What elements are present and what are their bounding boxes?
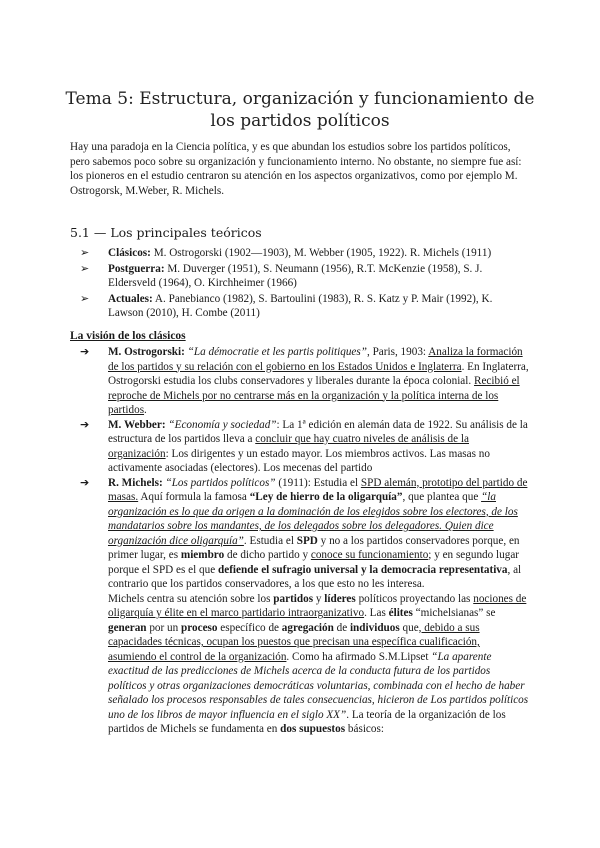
text-span: . Estudia el (243, 534, 297, 547)
classics-list (80, 345, 530, 737)
text-span: específico de (217, 621, 282, 634)
work-title: “Los partidos políticos” (165, 476, 276, 489)
bold-text: proceso (181, 621, 218, 634)
underlined-text: Recibió el reproche de Michels por no centrarse más en la organización y la política interna de los partidos (108, 375, 520, 416)
bold-text: miembro (180, 549, 225, 561)
list-item (80, 262, 530, 291)
text-span: políticos proyectando las (355, 592, 474, 605)
ostrogorski-item (80, 345, 530, 418)
underlined-quote: “la organización es lo que da origen a la dominación de los elegidos sobre los electores, de los mandatarios sobre los mandantes, de los delegados sobre los delegadores. Quien dice organización dice oligarquía” (108, 491, 518, 547)
intro-paragraph: Hay una paradoja en la Ciencia política, y es que abundan los estudios sobre los partidos políticos, pero sabemos poco sobre su organización y funcionamiento interno. No obstante, no siempre fue así: los pioneros en el estudio centraron su atención en los aspectos organizativos, como por ejemplo M. Ostrogorsk, M.Weber, R. Michels. (70, 141, 522, 197)
bold-text: “Ley de hierro de la oligarquía” (249, 491, 403, 503)
author-name: R. Michels: (108, 476, 163, 489)
list-item (80, 246, 530, 261)
bold-text: defiende el sufragio universal y la democracia representativa (218, 563, 508, 576)
text-span: : Los dirigentes y un estado mayor. Los miembros activos. Las masas no activamente asociadas (electores). Los mecenas del partido (108, 447, 490, 474)
text-span: . Las (364, 607, 389, 619)
arrow-right-icon: ➔ (80, 417, 90, 431)
text-span: (1911): Estudia el (275, 476, 361, 489)
underlined-text: Analiza la formación de los partidos y su relación con el gobierno en los Estados Unidos e Inglaterra (108, 346, 523, 373)
bold-text: dos supuestos (280, 723, 346, 735)
arrow-bullet-icon: ➢ (80, 291, 90, 305)
underlined-text: nociones de oligarquía y élite en el marco partidario intraorganizativo (108, 592, 527, 619)
text-span: ; y en segundo lugar porque el SPD es el que (108, 549, 520, 576)
bold-text: agregación (281, 621, 334, 634)
text-span: Aquí formula la famosa (138, 491, 250, 503)
text-span: : La 1ª edición en alemán data de 1922. Su análisis de la estructura de los partidos lleva a (108, 418, 528, 445)
section-heading: 5.1 — Los principales teóricos (70, 225, 262, 240)
michels-item (80, 476, 530, 737)
item-label: Postguerra: (108, 262, 165, 275)
author-name: M. Ostrogorski: (108, 346, 185, 358)
arrow-bullet-icon: ➢ (80, 261, 90, 275)
italic-quote: “La aparente exactitud de las predicciones de Michels acerca de la conducta futura de los partidos políticos y otras organizaciones democráticas voluntarias, combinada con el hecho de haber señalado los procesos responsables de tales consecuencias, hicieron de Los partidos políticos uno de los libros de mayor influencia en el siglo XX” (108, 650, 529, 721)
text-span: y no a los partidos conservadores porque, en primer lugar, es (108, 534, 520, 561)
item-label: Actuales: (108, 292, 153, 305)
item-text: M. Duverger (1951), S. Neumann (1956), R.T. McKenzie (1958), S. J. Eldersveld (1964), O. Kirchheimer (1966) (108, 262, 483, 289)
bold-text: partidos (273, 592, 314, 605)
bold-text: élites (388, 607, 413, 619)
bold-text: generan (108, 621, 147, 634)
text-span: de dicho partido y (224, 549, 311, 561)
text-span: básicos: (345, 723, 384, 735)
bold-text: líderes (324, 592, 356, 605)
weber-item (80, 418, 530, 476)
text-span: por un (146, 621, 182, 634)
text-span: de (333, 621, 350, 634)
text-span: , que plantea que (402, 491, 482, 503)
text-span: . (144, 404, 147, 416)
text-span: . La teoría de la organización de los partidos de Michels se fundamenta en (108, 708, 506, 735)
item-text: M. Ostrogorski (1902—1903), M. Webber (1905, 1922). R. Michels (1911) (150, 247, 492, 259)
text-span: . En Inglaterra, Ostrogorski estudia los clubs conservadores y liberales durante la época colonial. (108, 360, 529, 387)
text-span: . Como ha afirmado S.M.Lipset (286, 650, 432, 663)
text-span: , al contrario que los partidos conservadores, a los que esto no les interesa. (108, 563, 522, 590)
underlined-text: concluir que hay cuatro niveles de análisis de la organización (108, 433, 469, 460)
author-name: M. Webber: (108, 418, 166, 431)
bold-text: individuos (349, 621, 400, 634)
text-span: que (399, 621, 419, 634)
theorists-list (80, 246, 530, 322)
arrow-right-icon: ➔ (80, 475, 90, 489)
arrow-right-icon: ➔ (80, 345, 90, 358)
vision-heading: La visión de los clásicos (70, 330, 186, 342)
underlined-text: SPD alemán, prototipo del partido de masas. (108, 476, 528, 503)
arrow-bullet-icon: ➢ (80, 246, 90, 259)
underlined-text: , debido a sus capacidades técnicas, ocupan los puestos que precisan una específica cualificación, asumiendo el control de la organización (108, 621, 480, 663)
page-title: Tema 5: Estructura, organización y funcionamiento de los partidos políticos (65, 89, 535, 131)
underlined-text: conoce su funcionamiento (310, 549, 429, 561)
work-title: “La démocratie et les partis politiques” (187, 346, 367, 358)
text-span: Michels centra su atención sobre los (108, 592, 274, 605)
item-label: Clásicos: (108, 247, 151, 259)
list-item (80, 292, 530, 321)
text-span: “michelsianas” se (412, 607, 496, 619)
bold-text: SPD (296, 534, 318, 547)
item-text: A. Panebianco (1982), S. Bartoulini (1983), R. S. Katz y P. Mair (1992), K. Lawson (2010), H. Combe (2011) (108, 292, 493, 319)
text-span: y (313, 592, 325, 605)
text-span: , Paris, 1903: (366, 346, 429, 358)
work-title: “Economía y sociedad” (168, 418, 277, 431)
